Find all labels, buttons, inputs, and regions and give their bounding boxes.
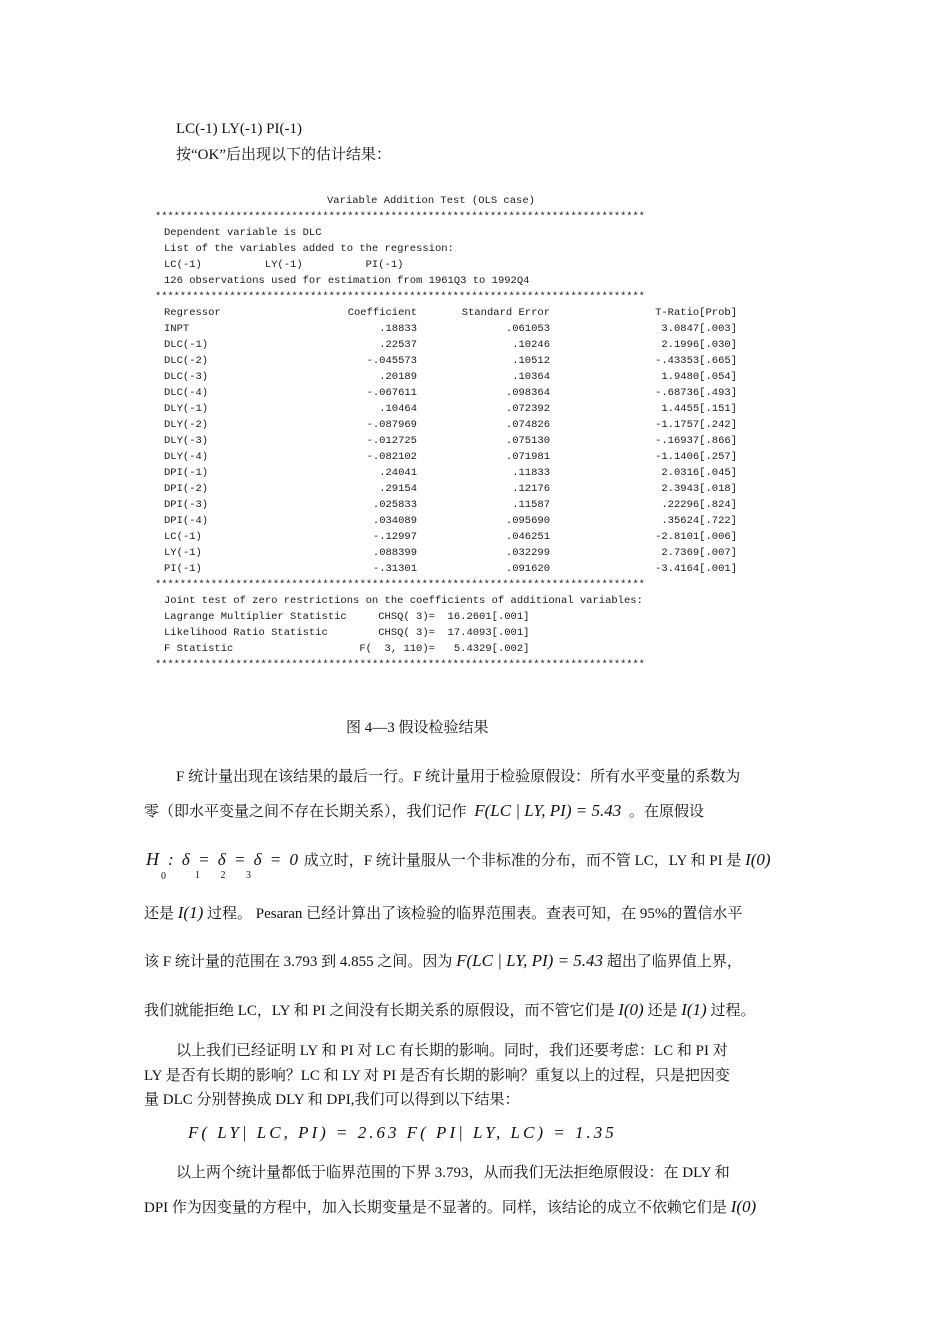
ok-instruction-line: 按“OK”后出现以下的估计结果： bbox=[176, 147, 391, 163]
sub-1: 1 bbox=[195, 870, 200, 881]
cell-t-ratio: -.16937[.866] bbox=[655, 435, 737, 447]
figure-caption: 图 4—3 假设检验结果 bbox=[346, 720, 489, 736]
table-row bbox=[155, 369, 755, 385]
para2-line1: 以上我们已经证明 LY 和 PI 对 LC 有长期的影响。同时，我们还要考虑：LC 和 PI 对 bbox=[176, 1043, 728, 1059]
header-coefficient: Coefficient bbox=[347, 307, 417, 319]
cell-standard-error: .11833 bbox=[512, 467, 550, 479]
cell-t-ratio: .35624[.722] bbox=[661, 515, 737, 527]
f-statistic-line: F Statistic F( 3, 110)= 5.4329[.002] bbox=[164, 643, 530, 655]
cell-regressor: LC(-1) bbox=[164, 531, 202, 543]
para1-line6-text: 我们就能拒绝 LC，LY 和 PI 之间没有长期关系的原假设，而不管它们是 bbox=[144, 1003, 615, 1019]
table-row bbox=[155, 401, 755, 417]
cell-standard-error: .10246 bbox=[512, 339, 550, 351]
f-statistic-expression-2: F(LC | LY, PI) = 5.43 bbox=[456, 951, 604, 970]
table-row bbox=[155, 513, 755, 529]
para1-line2-text: 零（即水平变量之间不存在长期关系），我们记作 bbox=[144, 804, 467, 820]
lm-statistic-line: Lagrange Multiplier Statistic CHSQ( 3)= 16.2601[.001] bbox=[164, 611, 530, 623]
cell-regressor: DPI(-3) bbox=[164, 499, 209, 511]
cell-coefficient: .088399 bbox=[372, 547, 417, 559]
table-row bbox=[155, 337, 755, 353]
cell-coefficient: -.012725 bbox=[366, 435, 417, 447]
sub-2: 2 bbox=[220, 870, 226, 881]
cell-t-ratio: 3.0847[.003] bbox=[661, 323, 737, 335]
cell-regressor: DLY(-3) bbox=[164, 435, 209, 447]
cell-regressor: DLC(-2) bbox=[164, 355, 209, 367]
cell-coefficient: .025833 bbox=[372, 499, 417, 511]
cell-t-ratio: -1.1757[.242] bbox=[655, 419, 737, 431]
table-row bbox=[155, 433, 755, 449]
cell-t-ratio: 2.1996[.030] bbox=[661, 339, 737, 351]
i0-expression-2: I(0) bbox=[618, 1000, 644, 1019]
observations-line: 126 observations used for estimation from 1961Q3 to 1992Q4 bbox=[164, 275, 530, 287]
cell-standard-error: .10364 bbox=[512, 371, 550, 383]
sub-3: 3 bbox=[246, 870, 251, 881]
i0-expression: I(0) bbox=[745, 850, 771, 869]
cell-coefficient: -.12997 bbox=[372, 531, 417, 543]
header-standard-error: Standard Error bbox=[461, 307, 550, 319]
table-row bbox=[155, 385, 755, 401]
para1-line5 bbox=[144, 951, 742, 972]
cell-regressor: DPI(-2) bbox=[164, 483, 209, 495]
cell-regressor: DLY(-2) bbox=[164, 419, 209, 431]
cell-coefficient: -.082102 bbox=[366, 451, 417, 463]
table-row bbox=[155, 321, 755, 337]
separator-stars: ******************************************************************************* bbox=[155, 291, 645, 303]
cell-coefficient: -.087969 bbox=[366, 419, 417, 431]
cell-t-ratio: 2.3943[.018] bbox=[661, 483, 737, 495]
table-row bbox=[155, 449, 755, 465]
cell-coefficient: -.31301 bbox=[372, 563, 417, 575]
cell-standard-error: .098364 bbox=[505, 387, 550, 399]
table-row bbox=[155, 481, 755, 497]
para1-line3-text: 成立时，F 统计量服从一个非标准的分布，而不管 LC，LY 和 PI 是 bbox=[303, 853, 742, 869]
sub-0: 0 bbox=[161, 871, 166, 882]
table-row bbox=[155, 561, 755, 577]
output-title: Variable Addition Test (OLS case) bbox=[327, 195, 535, 207]
lr-statistic-line: Likelihood Ratio Statistic CHSQ( 3)= 17.4093[.001] bbox=[164, 627, 530, 639]
cell-t-ratio: -.68736[.493] bbox=[655, 387, 737, 399]
para3-line2-text: DPI 作为因变量的方程中，加入长期变量是不显著的。同样，该结论的成立不依赖它们是 bbox=[144, 1200, 727, 1216]
para2-line3: 量 DLC 分别替换成 DLY 和 DPI,我们可以得到以下结果： bbox=[144, 1092, 520, 1108]
table-row bbox=[155, 497, 755, 513]
table-row bbox=[155, 529, 755, 545]
cell-t-ratio: 1.9480[.054] bbox=[661, 371, 737, 383]
f-statistic-expression: F(LC | LY, PI) = 5.43 bbox=[474, 801, 622, 820]
cell-regressor: DPI(-4) bbox=[164, 515, 209, 527]
separator-stars: ******************************************************************************* bbox=[155, 579, 645, 591]
dependent-variable-line: Dependent variable is DLC bbox=[164, 227, 322, 239]
separator-stars: ******************************************************************************* bbox=[155, 659, 645, 671]
cell-coefficient: .034089 bbox=[372, 515, 417, 527]
header-t-ratio: T-Ratio[Prob] bbox=[655, 307, 737, 319]
cell-regressor: LY(-1) bbox=[164, 547, 202, 559]
para2-line2: LY 是否有长期的影响？LC 和 LY 对 PI 是否有长期的影响？重复以上的过程，只是把因变 bbox=[144, 1068, 730, 1084]
cell-regressor: DLY(-4) bbox=[164, 451, 209, 463]
cell-standard-error: .046251 bbox=[505, 531, 550, 543]
joint-test-line: Joint test of zero restrictions on the coefficients of additional variables: bbox=[164, 595, 643, 607]
cell-standard-error: .032299 bbox=[505, 547, 550, 559]
i1-expression: I(1) bbox=[177, 903, 204, 922]
para1-line4-head: 还是 bbox=[144, 906, 175, 922]
cell-coefficient: .10464 bbox=[379, 403, 417, 415]
para1-line5-tail: 超出了临界值上界， bbox=[606, 954, 742, 970]
cell-standard-error: .074826 bbox=[505, 419, 550, 431]
table-row bbox=[155, 353, 755, 369]
para1-line5-text: 该 F 统计量的范围在 3.793 到 4.855 之间。因为 bbox=[144, 954, 453, 970]
i0-expression-3: I(0) bbox=[730, 1197, 757, 1216]
header-regressor: Regressor bbox=[164, 307, 221, 319]
cell-regressor: INPT bbox=[164, 323, 190, 335]
para1-line2 bbox=[144, 801, 704, 822]
cell-t-ratio: 1.4455[.151] bbox=[661, 403, 737, 415]
cell-coefficient: .22537 bbox=[379, 339, 417, 351]
cell-standard-error: .075130 bbox=[505, 435, 550, 447]
cell-coefficient: .18833 bbox=[379, 323, 417, 335]
table-row bbox=[155, 465, 755, 481]
cell-regressor: PI(-1) bbox=[164, 563, 202, 575]
para1-line6-mid: 还是 bbox=[647, 1003, 678, 1019]
variables-list-line: List of the variables added to the regression: bbox=[164, 243, 454, 255]
para1-line4 bbox=[144, 903, 742, 924]
para1-line4-text: 过程。 Pesaran 已经计算出了该检验的临界范围表。查表可知，在 95%的置信水平 bbox=[207, 906, 743, 922]
result-formulas: F( LY| LC, PI) = 2.63 F( PI| LY, LC) = 1.35 bbox=[188, 1123, 617, 1142]
cell-t-ratio: -2.8101[.006] bbox=[655, 531, 737, 543]
para3-line2 bbox=[144, 1197, 756, 1218]
cell-regressor: DLC(-4) bbox=[164, 387, 209, 399]
added-variables-line: LC(-1) LY(-1) PI(-1) bbox=[176, 121, 302, 137]
cell-coefficient: .20189 bbox=[379, 371, 417, 383]
cell-coefficient: .24041 bbox=[379, 467, 417, 479]
cell-standard-error: .071981 bbox=[505, 451, 550, 463]
table-row bbox=[155, 545, 755, 561]
cell-standard-error: .11587 bbox=[512, 499, 550, 511]
cell-standard-error: .061053 bbox=[505, 323, 550, 335]
cell-coefficient: .29154 bbox=[379, 483, 417, 495]
cell-standard-error: .12176 bbox=[512, 483, 550, 495]
cell-t-ratio: 2.0316[.045] bbox=[661, 467, 737, 479]
cell-standard-error: .095690 bbox=[505, 515, 550, 527]
para3-line1: 以上两个统计量都低于临界范围的下界 3.793，从而我们无法拒绝原假设：在 DLY 和 bbox=[176, 1165, 730, 1181]
cell-standard-error: .091620 bbox=[505, 563, 550, 575]
para1-line2-tail: 。在原假设 bbox=[628, 804, 704, 820]
cell-t-ratio: .22296[.824] bbox=[661, 499, 737, 511]
cell-t-ratio: 2.7369[.007] bbox=[661, 547, 737, 559]
separator-stars: ******************************************************************************* bbox=[155, 211, 645, 223]
cell-regressor: DLC(-3) bbox=[164, 371, 209, 383]
cell-standard-error: .072392 bbox=[505, 403, 550, 415]
h0-condition: : δ = δ = δ = 0 bbox=[168, 850, 301, 869]
cell-t-ratio: -.43353[.665] bbox=[655, 355, 737, 367]
cell-standard-error: .10512 bbox=[512, 355, 550, 367]
cell-regressor: DLC(-1) bbox=[164, 339, 209, 351]
table-header bbox=[155, 305, 755, 321]
para1-line6 bbox=[144, 1000, 755, 1021]
h0-symbol: H bbox=[146, 849, 159, 869]
cell-coefficient: -.067611 bbox=[366, 387, 417, 399]
cell-regressor: DPI(-1) bbox=[164, 467, 209, 479]
added-variables-output: LC(-1) LY(-1) PI(-1) bbox=[164, 259, 404, 271]
cell-coefficient: -.045573 bbox=[366, 355, 417, 367]
cell-t-ratio: -1.1406[.257] bbox=[655, 451, 737, 463]
cell-regressor: DLY(-1) bbox=[164, 403, 209, 415]
table-row bbox=[155, 417, 755, 433]
cell-t-ratio: -3.4164[.001] bbox=[655, 563, 737, 575]
para1-line6-tail: 过程。 bbox=[710, 1003, 756, 1019]
h0-subscripts bbox=[195, 866, 251, 886]
para1-line1: F 统计量出现在该结果的最后一行。F 统计量用于检验原假设：所有水平变量的系数为 bbox=[176, 769, 741, 785]
i1-expression-2: I(1) bbox=[681, 1000, 707, 1019]
